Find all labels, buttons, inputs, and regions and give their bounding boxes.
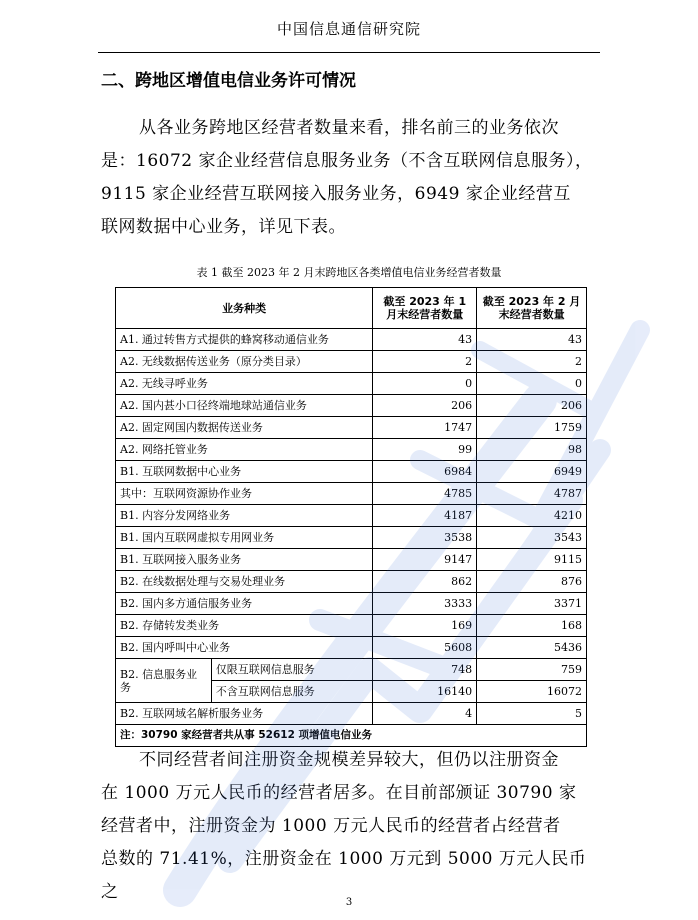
business-name: A2. 无线数据传送业务（原分类目录） (116, 351, 373, 373)
page-header: 中国信息通信研究院 (276, 20, 421, 38)
business-name: 其中：互联网资源协作业务 (116, 483, 373, 505)
table-header-row (116, 288, 587, 329)
paragraph-1-line-3: 9115 家企业经营互联网接入服务业务，6949 家企业经营互 (101, 184, 571, 204)
feb-value: 4787 (477, 483, 587, 505)
table-row (116, 571, 587, 593)
business-name: B1. 互联网接入服务业务 (116, 549, 373, 571)
business-name: A2. 无线寻呼业务 (116, 373, 373, 395)
info-service-sub-name: 仅限互联网信息服务 (211, 659, 373, 681)
operators-table (115, 287, 587, 747)
header-business-type: 业务种类 (116, 288, 373, 329)
table-row (116, 461, 587, 483)
paragraph-1-line-2: 是：16072 家企业经营信息服务业务（不含互联网信息服务）， (101, 151, 593, 171)
jan-value: 4187 (373, 505, 477, 527)
table-row (116, 329, 587, 351)
business-name: B2. 存储转发类业务 (116, 615, 373, 637)
business-name: B2. 在线数据处理与交易处理业务 (116, 571, 373, 593)
feb-value: 876 (477, 571, 587, 593)
jan-value: 9147 (373, 549, 477, 571)
jan-value: 4785 (373, 483, 477, 505)
feb-value: 6949 (477, 461, 587, 483)
feb-value: 168 (477, 615, 587, 637)
paragraph-2-line-3: 经营者中，注册资金为 1000 万元人民币的经营者占经营者 (101, 816, 561, 836)
feb-value: 0 (477, 373, 587, 395)
paragraph-2-line-4: 总数的 71.41%，注册资金在 1000 万元到 5000 万元人民币之 (101, 849, 587, 902)
feb-value: 759 (477, 659, 587, 681)
section-title: 二、跨地区增值电信业务许可情况 (101, 71, 356, 91)
feb-value: 98 (477, 439, 587, 461)
feb-value: 43 (477, 329, 587, 351)
header-rule (98, 52, 600, 53)
business-name: B1. 国内互联网虚拟专用网业务 (116, 527, 373, 549)
paragraph-2 (101, 744, 601, 909)
paragraph-1-line-4: 联网数据中心业务，详见下表。 (101, 217, 346, 237)
feb-value: 4210 (477, 505, 587, 527)
business-name: B1. 内容分发网络业务 (116, 505, 373, 527)
business-name: A2. 固定网国内数据传送业务 (116, 417, 373, 439)
jan-value: 0 (373, 373, 477, 395)
business-name: A1. 通过转售方式提供的蜂窝移动通信业务 (116, 329, 373, 351)
paragraph-2-line-1: 不同经营者间注册资金规模差异较大，但仍以注册资金 (139, 750, 559, 770)
table-caption: 表 1 截至 2023 年 2 月末跨地区各类增值电信业务经营者数量 (196, 266, 502, 279)
business-name: A2. 国内甚小口径终端地球站通信业务 (116, 395, 373, 417)
jan-value: 1747 (373, 417, 477, 439)
table-row (116, 505, 587, 527)
jan-value: 5608 (373, 637, 477, 659)
info-service-sub-name: 不含互联网信息服务 (211, 681, 373, 703)
table-row (116, 637, 587, 659)
table-row (116, 351, 587, 373)
table-row (116, 527, 587, 549)
jan-value: 3333 (373, 593, 477, 615)
jan-value: 748 (373, 659, 477, 681)
page-number: 3 (345, 897, 353, 908)
jan-value: 16140 (373, 681, 477, 703)
table-row (116, 373, 587, 395)
header-feb: 截至 2023 年 2 月末经营者数量 (477, 288, 587, 329)
feb-value: 16072 (477, 681, 587, 703)
paragraph-1 (101, 112, 601, 244)
table-row (116, 659, 587, 681)
jan-value: 2 (373, 351, 477, 373)
business-name: B2. 互联网域名解析服务业务 (116, 703, 373, 725)
table-row (116, 615, 587, 637)
table-row (116, 395, 587, 417)
table-row (116, 593, 587, 615)
header-jan: 截至 2023 年 1 月末经营者数量 (373, 288, 477, 329)
table-row (116, 703, 587, 725)
jan-value: 3538 (373, 527, 477, 549)
jan-value: 6984 (373, 461, 477, 483)
feb-value: 5 (477, 703, 587, 725)
feb-value: 9115 (477, 549, 587, 571)
business-name: B2. 国内多方通信服务业务 (116, 593, 373, 615)
table-row (116, 439, 587, 461)
business-name: B1. 互联网数据中心业务 (116, 461, 373, 483)
business-name: B2. 国内呼叫中心业务 (116, 637, 373, 659)
jan-value: 862 (373, 571, 477, 593)
table-note: 注：30790 家经营者共从事 52612 项增值电信业务 (116, 725, 587, 747)
jan-value: 4 (373, 703, 477, 725)
table-row (116, 549, 587, 571)
jan-value: 169 (373, 615, 477, 637)
feb-value: 2 (477, 351, 587, 373)
table-row (116, 417, 587, 439)
feb-value: 1759 (477, 417, 587, 439)
feb-value: 5436 (477, 637, 587, 659)
jan-value: 99 (373, 439, 477, 461)
jan-value: 206 (373, 395, 477, 417)
info-service-group-cell: B2. 信息服务业务 (116, 659, 212, 703)
business-name: A2. 网络托管业务 (116, 439, 373, 461)
paragraph-2-line-2: 在 1000 万元人民币的经营者居多。在目前部颁证 30790 家 (101, 783, 577, 803)
jan-value: 43 (373, 329, 477, 351)
feb-value: 3543 (477, 527, 587, 549)
feb-value: 3371 (477, 593, 587, 615)
table-row (116, 483, 587, 505)
paragraph-1-line-1: 从各业务跨地区经营者数量来看，排名前三的业务依次 (139, 118, 559, 138)
feb-value: 206 (477, 395, 587, 417)
